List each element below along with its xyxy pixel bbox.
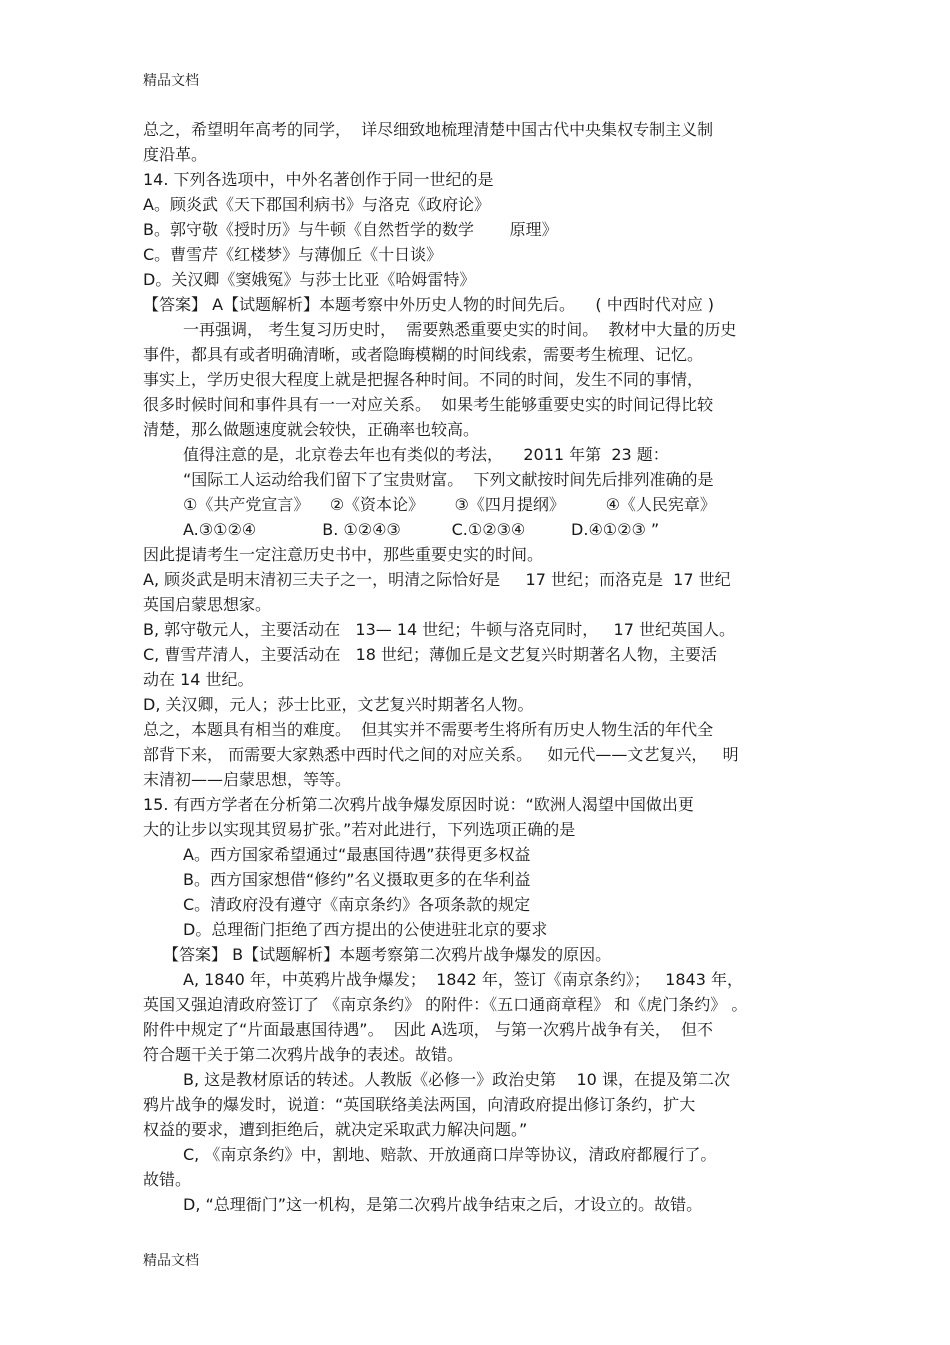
text-line: A, 1840 年，中英鸦片战争爆发； 1842 年，签订《南京条约》； 1843 年， <box>183 970 743 989</box>
text-line: 清楚，那么做题速度就会较快，正确率也较高。 <box>143 420 480 439</box>
text-line: 英国启蒙思想家。 <box>143 595 272 614</box>
text-line: 一再强调， 考生复习历史时， 需要熟悉重要史实的时间。 教材中大量的历史 <box>183 320 737 339</box>
question-15: 15. 有西方学者在分析第二次鸦片战争爆发原因时说：“欧洲人渴望中国做出更 <box>143 795 694 814</box>
option-b: B。西方国家想借“修约”名义摄取更多的在华利益 <box>183 870 531 889</box>
page-header: 精品文档 <box>143 73 199 89</box>
option-c: C。清政府没有遵守《南京条约》各项条款的规定 <box>183 895 531 914</box>
text-line: C, 《南京条约》中，割地、赔款、开放通商口岸等协议，清政府都履行了。 <box>183 1145 717 1164</box>
text-line: 事实上，学历史很大程度上就是把握各种时间。不同的时间，发生不同的事情， <box>143 370 704 389</box>
text-line: B, 这是教材原话的转述。人教版《必修一》政治史第 10 课，在提及第二次 <box>183 1070 730 1089</box>
question-14: 14. 下列各选项中，中外名著创作于同一世纪的是 <box>143 170 494 189</box>
text-line: D, 关汉卿，元人；莎士比亚，文艺复兴时期著名人物。 <box>143 695 534 714</box>
text-line: 因此提请考生一定注意历史书中，那些重要史实的时间。 <box>143 545 544 564</box>
text-line: 总之，本题具有相当的难度。 但其实并不需要考生将所有历史人物生活的年代全 <box>143 720 714 739</box>
text-line: D, “总理衙门”这一机构，是第二次鸦片战争结束之后，才设立的。故错。 <box>183 1195 703 1214</box>
page-footer: 精品文档 <box>143 1253 199 1269</box>
quote-line: “国际工人运动给我们留下了宝贵财富。 下列文献按时间先后排列准确的是 <box>183 470 714 489</box>
answer-line: 【答案】 A【试题解析】本题考察中外历史人物的时间先后。 ( 中西时代对应 ) <box>143 295 715 314</box>
answer-line: 【答案】 B【试题解析】本题考察第二次鸦片战争爆发的原因。 <box>163 945 612 964</box>
option-a: A。西方国家希望通过“最惠国待遇”获得更多权益 <box>183 845 531 864</box>
text-line: 鸦片战争的爆发时，说道：“英国联络美法两国，向清政府提出修订条约，扩大 <box>143 1095 696 1114</box>
text-line: 末清初——启蒙思想，等等。 <box>143 770 352 789</box>
text-line: 英国又强迫清政府签订了 《南京条约》 的附件：《五口通商章程》 和《虎门条约》 。 <box>143 995 748 1014</box>
option-d: D。总理衙门拒绝了西方提出的公使进驻北京的要求 <box>183 920 548 939</box>
text-line: 总之，希望明年高考的同学， 详尽细致地梳理清楚中国古代中央集权专制主义制 <box>143 120 714 139</box>
text-line: 事件，都具有或者明确清晰，或者隐晦模糊的时间线索，需要考生梳理、记忆。 <box>143 345 704 364</box>
option-d: D。关汉卿《窦娥冤》与莎士比亚《哈姆雷特》 <box>143 270 476 289</box>
text-line: 很多时候时间和事件具有一一对应关系。 如果考生能够重要史实的时间记得比较 <box>143 395 714 414</box>
text-line: 值得注意的是，北京卷去年也有类似的考法， 2011 年第 23 题： <box>183 445 669 464</box>
text-line: A, 顾炎武是明末清初三夫子之一，明清之际恰好是 17 世纪；而洛克是 17 世纪 <box>143 570 731 589</box>
text-line: 故错。 <box>143 1170 192 1189</box>
text-line: 权益的要求，遭到拒绝后，就决定采取武力解决问题。” <box>143 1120 528 1139</box>
question-15: 大的让步以实现其贸易扩张。”若对此进行，下列选项正确的是 <box>143 820 576 839</box>
quote-line: ①《共产党宣言》 ②《资本论》 ③《四月提纲》 ④《人民宪章》 <box>183 495 716 514</box>
option-b: B。郭守敬《授时历》与牛顿《自然哲学的数学 原理》 <box>143 220 558 239</box>
text-line: 度沿革。 <box>143 145 208 164</box>
option-a: A。顾炎武《天下郡国利病书》与洛克《政府论》 <box>143 195 490 214</box>
text-line: C, 曹雪芹清人，主要活动在 18 世纪；薄伽丘是文艺复兴时期著名人物，主要活 <box>143 645 718 664</box>
option-c: C。曹雪芹《红楼梦》与薄伽丘《十日谈》 <box>143 245 443 264</box>
text-line: B, 郭守敬元人，主要活动在 13— 14 世纪；牛顿与洛克同时， 17 世纪英国人。 <box>143 620 736 639</box>
text-line: 附件中规定了“片面最惠国待遇”。 因此 A选项， 与第一次鸦片战争有关， 但不 <box>143 1020 714 1039</box>
text-line: 动在 14 世纪。 <box>143 670 254 689</box>
text-line: 部背下来， 而需要大家熟悉中西时代之间的对应关系。 如元代——文艺复兴， 明 <box>143 745 739 764</box>
quote-line: A.③①②④ B. ①②④③ C.①②③④ D.④①②③ ” <box>183 520 660 539</box>
text-line: 符合题干关于第二次鸦片战争的表述。故错。 <box>143 1045 464 1064</box>
